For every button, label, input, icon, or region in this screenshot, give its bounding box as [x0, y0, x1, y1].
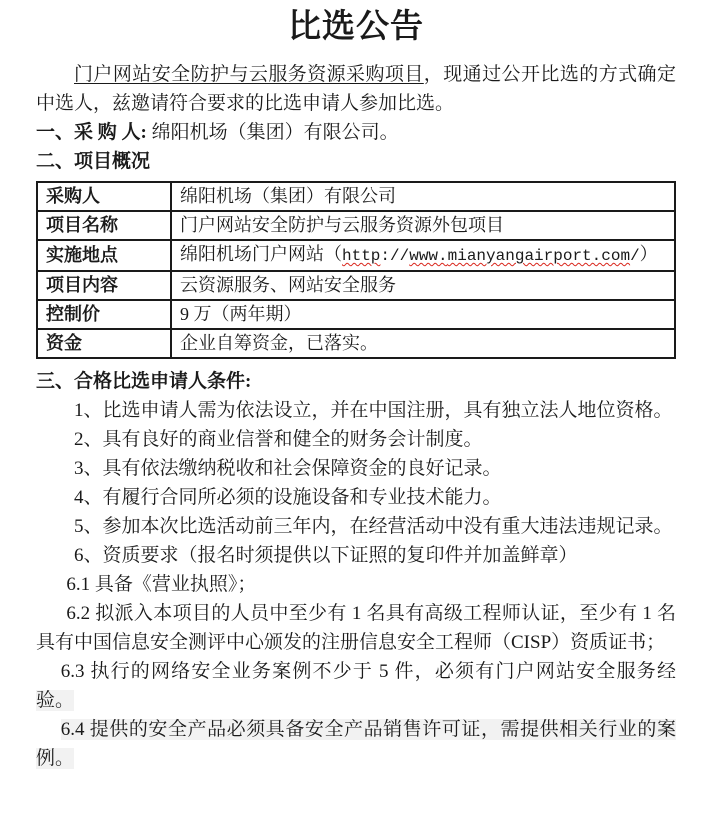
text-segment: http: [342, 247, 381, 265]
table-row-value: [171, 329, 675, 358]
section-2-heading: 二、项目概况: [36, 151, 151, 172]
text-segment: 6.1 具备《营业执照》；: [66, 574, 257, 595]
text-segment: 绵阳机场门户网站（: [180, 244, 342, 264]
section-1-label: 一、采 购 人:: [36, 122, 147, 143]
text-segment: 6、资质要求（报名时须提供以下证照的复印件并加盖鲜章）: [74, 545, 578, 566]
intro-paragraph: [36, 60, 676, 118]
table-row-label: 采购人: [37, 182, 171, 211]
text-segment: 3、具有依法缴纳税收和社会保障资金的良好记录。: [74, 458, 502, 479]
condition-item: [36, 483, 676, 512]
text-segment: /: [630, 247, 640, 265]
table-row-value: [171, 182, 675, 211]
table-row: [37, 271, 675, 300]
text-segment: 6.3 执行的网络安全业务案例不少于 5 件，必须有门户网站安全服务经: [60, 661, 676, 682]
table-row-value: [171, 300, 675, 329]
project-overview-table-body: [37, 182, 675, 358]
section-1-heading: [36, 118, 676, 147]
table-row: [37, 182, 675, 211]
text-segment: 1、比选申请人需为依法设立，并在中国注册，具有独立法人地位资格。: [74, 400, 673, 421]
section-3-heading: 三、合格比选申请人条件:: [36, 371, 252, 392]
text-segment: 2、具有良好的商业信誉和健全的财务会计制度。: [74, 429, 483, 450]
table-row-label: 控制价: [37, 300, 171, 329]
text-segment: 4、有履行合同所必须的设施设备和专业技术能力。: [74, 487, 502, 508]
condition-item: [36, 715, 676, 773]
table-row-value: [171, 271, 675, 300]
condition-item: [36, 599, 676, 657]
table-row-label: 资金: [37, 329, 171, 358]
project-overview-table: [36, 181, 676, 359]
text-segment: 6.2 拟派入本项目的人员中至少有 1 名具有高级工程师认证，至少有 1 名具有中国信息安全测评中心颁发的注册信息安全工程师（CISP）资质证书；: [36, 603, 676, 653]
text-segment: 绵阳机场（集团）有限公司: [180, 186, 396, 206]
text-segment: www.: [409, 247, 448, 265]
table-row: [37, 300, 675, 329]
text-segment: 9 万（两年期）: [180, 304, 302, 324]
table-row-label: 项目内容: [37, 271, 171, 300]
text-segment: 门户网站安全防护与云服务资源外包项目: [180, 215, 504, 235]
condition-item: [36, 512, 676, 541]
condition-item: [36, 425, 676, 454]
text-segment: ，现通过公开比选的方式确定中选人，兹邀请符合要求的比选申请人参加比选。: [36, 64, 676, 114]
conditions-list: [36, 396, 676, 773]
table-row: [37, 329, 675, 358]
condition-item: [36, 570, 676, 599]
condition-item: [36, 396, 676, 425]
text-segment: 5、参加本次比选活动前三年内，在经营活动中没有重大违法违规记录。: [74, 516, 673, 537]
text-segment: 6.4 提供的安全产品必须具备安全产品销售许可证，需提供相关行业的案例。: [36, 719, 676, 769]
text-segment: ）: [639, 244, 658, 264]
condition-item: [36, 454, 676, 483]
text-segment: mianyangairport.com: [447, 247, 631, 265]
table-row-label: 实施地点: [37, 240, 171, 271]
table-row: [37, 211, 675, 240]
text-segment: 云资源服务、网站安全服务: [180, 275, 396, 295]
page-title: 比选公告: [288, 9, 424, 45]
table-row-value: [171, 240, 675, 271]
condition-item: [36, 541, 676, 570]
table-row-value: [171, 211, 675, 240]
text-segment: ://: [380, 247, 410, 265]
condition-item: [36, 657, 676, 715]
table-row-label: 项目名称: [37, 211, 171, 240]
text-segment: 门户网站安全防护与云服务资源采购项目: [74, 64, 424, 85]
text-segment: 企业自筹资金，已落实。: [180, 333, 378, 353]
section-1-text: 绵阳机场（集团）有限公司。: [146, 122, 399, 143]
text-segment: 验。: [36, 690, 75, 711]
table-row: [37, 240, 675, 271]
